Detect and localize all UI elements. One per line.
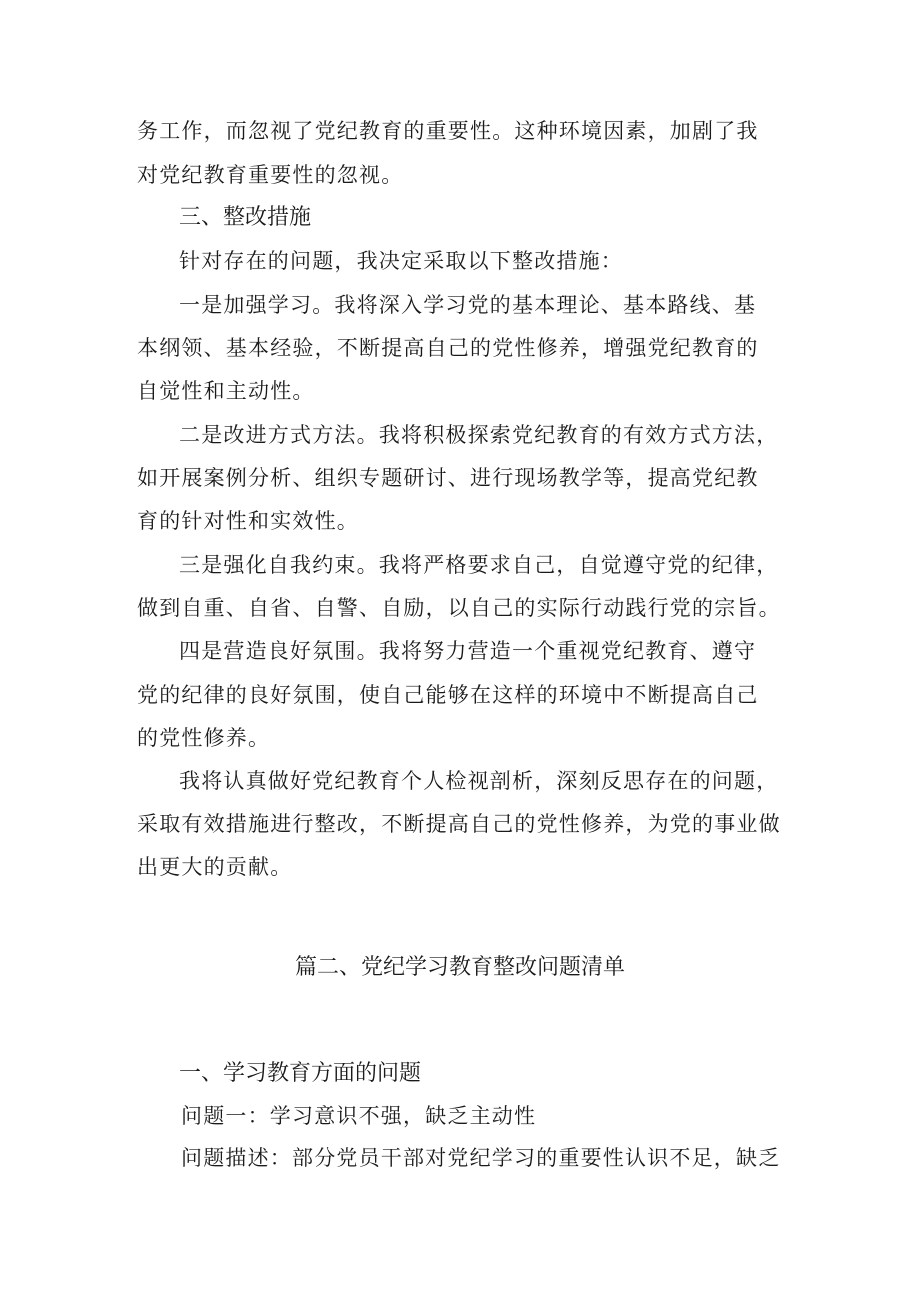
measure-4-line: 四是营造良好氛围。我将努力营造一个重视党纪教育、遵守	[179, 639, 757, 663]
conclusion-line: 采取有效措施进行整改，不断提高自己的党性修养，为党的事业做	[137, 812, 781, 836]
problem-label: 问题一：学习意识不强，缺乏主动性	[181, 1104, 537, 1128]
body-line: 对党纪教育重要性的忽视。	[137, 163, 404, 187]
measure-1-line: 自觉性和主动性。	[137, 379, 315, 403]
measure-2-line: 如开展案例分析、组织专题研讨、进行现场教学等，提高党纪教	[137, 466, 759, 490]
problem-description: 问题描述：部分党员干部对党纪学习的重要性认识不足，缺乏	[181, 1146, 781, 1170]
body-line: 务工作，而忽视了党纪教育的重要性。这种环境因素，加剧了我	[137, 119, 759, 143]
conclusion-line: 出更大的贡献。	[137, 855, 293, 879]
measure-4-line: 的党性修养。	[137, 726, 271, 750]
measure-1-line: 一是加强学习。我将深入学习党的基本理论、基本路线、基	[179, 293, 757, 317]
measure-3-line: 三是强化自我约束。我将严格要求自己，自觉遵守党的纪律，	[179, 553, 779, 577]
section-heading-rectification: 三、整改措施	[179, 205, 312, 230]
section-heading-study-issues: 一、学习教育方面的问题	[179, 1061, 422, 1086]
measure-2-line: 二是改进方式方法。我将积极探索党纪教育的有效方式方法，	[179, 423, 779, 447]
measure-3-line: 做到自重、自省、自警、自励，以自己的实际行动践行党的宗旨。	[137, 596, 781, 620]
measure-4-line: 党的纪律的良好氛围，使自己能够在这样的环境中不断提高自己	[137, 683, 759, 707]
document-title: 篇二、党纪学习教育整改问题清单	[294, 955, 625, 980]
measure-2-line: 育的针对性和实效性。	[137, 509, 359, 533]
measure-1-line: 本纲领、基本经验，不断提高自己的党性修养，增强党纪教育的	[137, 336, 759, 360]
conclusion-line: 我将认真做好党纪教育个人检视剖析，深刻反思存在的问题，	[179, 769, 779, 793]
intro-line: 针对存在的问题，我决定采取以下整改措施：	[179, 249, 623, 273]
